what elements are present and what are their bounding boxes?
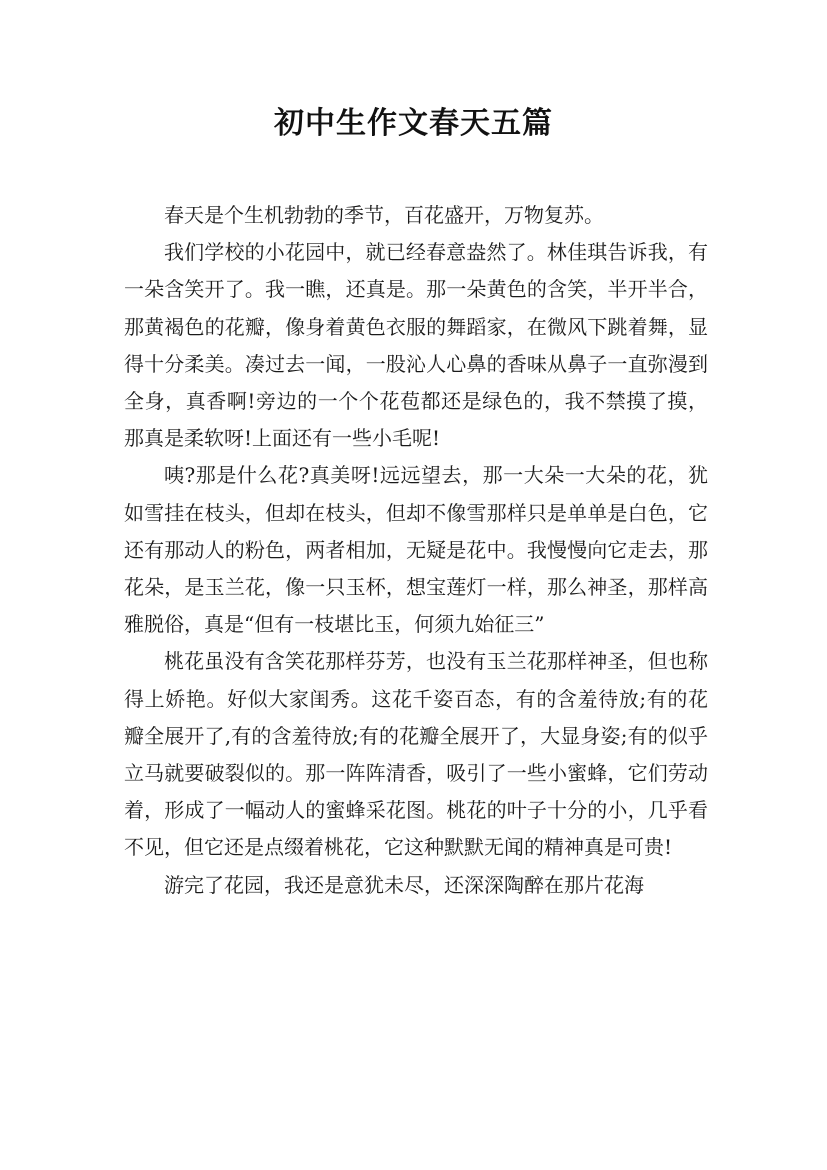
paragraph-4: 桃花虽没有含笑花那样芬芳，也没有玉兰花那样神圣，但也称得上娇艳。好似大家闺秀。这花千姿百态，有的含羞待放;有的花瓣全展开了,有的含羞待放;有的花瓣全展开了，大显身姿;有的似乎立马就要破裂似的。那一阵阵清香，吸引了一些小蜜蜂，它们劳动着，形成了一幅动人的蜜蜂采花图。桃花的叶子十分的小，几乎看不见，但它还是点缀着桃花，它这种默默无闻的精神真是可贵! bbox=[124, 649, 708, 860]
paragraph-2: 我们学校的小花园中，就已经春意盎然了。林佳琪告诉我，有一朵含笑开了。我一瞧，还真是。那一朵黄色的含笑，半开半合，那黄褐色的花瓣，像身着黄色衣服的舞蹈家，在微风下跳着舞，显得十分柔美。凑过去一闻，一股沁人心鼻的香味从鼻子一直弥漫到全身，真香啊!旁边的一个个花苞都还是绿色的，我不禁摸了摸，那真是柔软呀!上面还有一些小毛呢! bbox=[124, 240, 708, 451]
document-body bbox=[124, 197, 708, 904]
paragraph-3: 咦?那是什么花?真美呀!远远望去，那一大朵一大朵的花，犹如雪挂在枝头，但却在枝头，但却不像雪那样只是单单是白色，它还有那动人的粉色，两者相加，无疑是花中。我慢慢向它走去，那花朵，是玉兰花，像一只玉杯，想宝莲灯一样，那么神圣，那样高雅脱俗，真是“但有一枝堪比玉，何须九始征三” bbox=[124, 463, 708, 637]
paragraph-1: 春天是个生机勃勃的季节，百花盛开，万物复苏。 bbox=[164, 203, 604, 227]
paragraph-5: 游完了花园，我还是意犹未尽，还深深陶醉在那片花海 bbox=[164, 872, 644, 897]
document-title: 初中生作文春天五篇 bbox=[274, 106, 553, 141]
